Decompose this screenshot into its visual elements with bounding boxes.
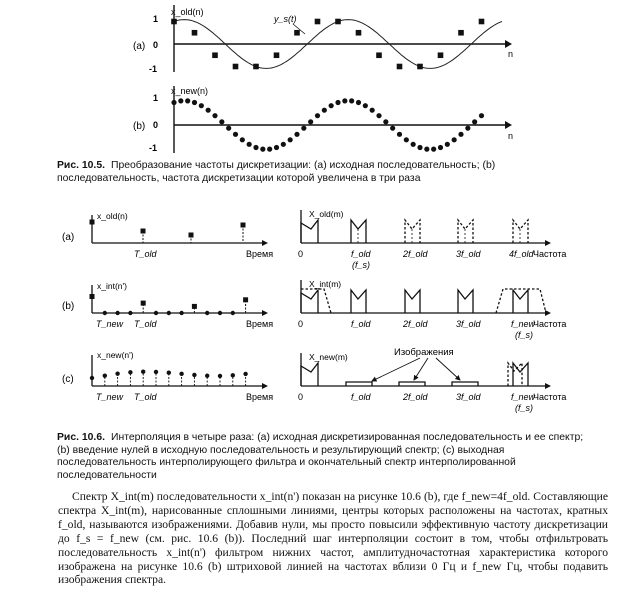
time-tick-t-new-b: T_new xyxy=(96,319,124,329)
panel-label-b: (b) xyxy=(133,121,146,132)
upsampled-marker xyxy=(397,132,402,137)
body-paragraph: Спектр X_int(m) последовательности x_int(n') показан на рисунке 10.6 (b), где f_new=4f_old. Составляющие спектра X_int(m), нарисованные сплошными линиями, центры которых расположены на частотах, кратных f_old, называются изображениями. Добавив нули, мы просто повысили эффективную частоту дискретизации до f_s = f_new (см. рис. 10.6 (b)). Последний шаг интерполяции состоит в том, чтобы отфильтровать последовательность x_int(n') фильтром нижних частот, амплитудночастотная характеристика которого изображена на рисунке 10.6 (b) штриховой линией на частотах вблизи 0 Гц и f_new Гц, чтобы подавить изображения спектра. xyxy=(58,490,608,587)
freq-tick-0-a: 0 xyxy=(298,249,304,259)
interpolated-sample xyxy=(167,370,171,374)
upsampled-marker xyxy=(438,145,443,150)
sample-marker xyxy=(192,304,197,309)
zero-sample xyxy=(205,311,209,315)
sample-marker xyxy=(397,64,403,70)
spectrum-c xyxy=(301,363,528,386)
figure-10-6 xyxy=(0,205,622,430)
upsampled-marker xyxy=(342,98,347,103)
time-axis-arrow-b xyxy=(262,310,268,316)
freq-tick-4fold-a: 4f_old xyxy=(509,249,534,259)
freq-fs-label-b: (f_s) xyxy=(515,330,533,340)
interpolated-sample xyxy=(205,374,209,378)
upsampled-marker xyxy=(240,137,245,142)
sample-marker xyxy=(376,52,382,58)
x-axis-label-b: n xyxy=(508,131,514,141)
sample-marker xyxy=(417,64,423,70)
upsampled-marker xyxy=(472,119,477,124)
sample-marker xyxy=(438,52,444,58)
upsampled-marker xyxy=(219,119,224,124)
sample-marker xyxy=(192,30,198,36)
interpolated-sample xyxy=(179,372,183,376)
images-label: Изображения xyxy=(394,347,454,358)
upsampled-marker xyxy=(247,142,252,147)
time-y-label-b: x_int(n') xyxy=(97,281,127,291)
interpolated-sample xyxy=(103,373,107,377)
spectrum-a xyxy=(301,220,528,243)
y-tick-0: 0 xyxy=(153,40,159,50)
interpolated-sample xyxy=(243,372,247,376)
freq-fs-label-c: (f_s) xyxy=(515,403,533,413)
freq-tick-fold-b: f_old xyxy=(351,319,371,329)
x-axis-label-a: n xyxy=(508,49,514,59)
interpolated-sample xyxy=(192,373,196,377)
caption-10-5-text: Преобразование частоты дискретизации: (a) исходная последовательность; (b) последовательность, частота дискретизации которой увеличена в три раза xyxy=(57,160,496,184)
upsampled-marker xyxy=(411,142,416,147)
freq-tick-3fold-c: 3f_old xyxy=(456,392,481,402)
freq-tick-fnew-b: f_new xyxy=(511,319,536,329)
upsampled-marker xyxy=(178,98,183,103)
body-text xyxy=(58,490,608,587)
freq-axis-label-c: Частота xyxy=(533,392,567,402)
upsampled-marker xyxy=(390,126,395,131)
upsampled-marker xyxy=(356,100,361,105)
upsampled-marker xyxy=(452,137,457,142)
y-tick-1: 1 xyxy=(153,14,159,24)
spectrum-b xyxy=(301,289,546,313)
interpolated-sample xyxy=(231,373,235,377)
freq-tick-0-b: 0 xyxy=(298,319,304,329)
zero-sample xyxy=(154,311,158,315)
freq-axis-arrow-a xyxy=(545,240,551,246)
y-tick-1-b: 1 xyxy=(153,93,159,103)
freq-y-label-a: X_old(m) xyxy=(309,209,344,219)
upsampled-marker xyxy=(349,98,354,103)
sample-marker xyxy=(243,297,248,302)
interpolated-sample xyxy=(154,370,158,374)
upsampled-marker xyxy=(424,147,429,152)
freq-tick-0-c: 0 xyxy=(298,392,304,402)
freq-tick-3fold-a: 3f_old xyxy=(456,249,481,259)
sample-marker xyxy=(141,301,146,306)
upsampled-marker xyxy=(281,142,286,147)
upsampled-marker xyxy=(192,100,197,105)
freq-y-label-b: X_int(m) xyxy=(309,279,342,289)
sample-marker xyxy=(253,64,259,70)
time-axis-arrow-a xyxy=(262,240,268,246)
caption-10-6-number: Рис. 10.6. xyxy=(57,432,105,443)
figure-10-5 xyxy=(0,0,622,160)
interpolated-sample xyxy=(90,376,94,380)
upsampled-marker xyxy=(465,126,470,131)
zero-sample xyxy=(167,311,171,315)
sample-marker xyxy=(90,294,95,299)
freq-tick-fold-c: f_old xyxy=(351,392,371,402)
freq-tick-3fold-b: 3f_old xyxy=(456,319,481,329)
time-tick-t-old-b: T_old xyxy=(134,319,157,329)
time-axis-label-a: Время xyxy=(246,249,274,259)
sample-marker xyxy=(233,64,239,70)
upsampled-marker xyxy=(206,108,211,113)
upsampled-marker xyxy=(171,100,176,105)
upsampled-marker xyxy=(315,113,320,118)
y-tick-minus1-b: -1 xyxy=(149,143,158,153)
upsampled-marker xyxy=(212,113,217,118)
upsampled-marker xyxy=(267,147,272,152)
freq-tick-fold-a: f_old xyxy=(351,249,371,259)
upsampled-marker xyxy=(294,132,299,137)
upsampled-marker xyxy=(445,142,450,147)
x-axis-arrow-b xyxy=(505,121,512,129)
y-label-x-new: x_new(n) xyxy=(171,86,209,96)
interpolated-sample xyxy=(141,370,145,374)
upsampled-marker xyxy=(329,103,334,108)
upsampled-marker xyxy=(185,98,190,103)
row-label-c: (c) xyxy=(62,374,74,385)
upsampled-marker xyxy=(288,137,293,142)
upsampled-marker xyxy=(417,145,422,150)
upsampled-marker xyxy=(335,100,340,105)
time-axis-label-b: Время xyxy=(246,319,274,329)
time-tick-t-new-c: T_new xyxy=(96,392,124,402)
interpolated-sample xyxy=(218,374,222,378)
upsampled-marker xyxy=(458,132,463,137)
y-label-x-old: x_old(n) xyxy=(171,7,204,17)
caption-10-5-number: Рис. 10.5. xyxy=(57,160,105,171)
freq-tick-2fold-b: 2f_old xyxy=(403,319,428,329)
freq-axis-arrow-c xyxy=(545,383,551,389)
time-samples-c xyxy=(90,370,248,386)
freq-axis-label-b: Частота xyxy=(533,319,567,329)
zero-sample xyxy=(218,311,222,315)
curve-label-ys: y_s(t) xyxy=(274,14,297,24)
zero-sample xyxy=(103,311,107,315)
caption-10-5 xyxy=(57,160,597,185)
interpolated-sample xyxy=(115,371,119,375)
upsampled-marker xyxy=(370,108,375,113)
freq-axis-label-a: Частота xyxy=(533,249,567,259)
caption-10-6 xyxy=(57,432,597,482)
row-label-b: (b) xyxy=(62,301,75,312)
upsampled-marker xyxy=(431,147,436,152)
sample-marker xyxy=(294,30,300,36)
sample-marker xyxy=(315,19,321,25)
upsampled-marker xyxy=(363,103,368,108)
freq-tick-2fold-c: 2f_old xyxy=(403,392,428,402)
time-tick-t-old-c: T_old xyxy=(134,392,157,402)
time-y-label-a: x_old(n) xyxy=(97,211,128,221)
time-tick-t-old-a: T_old xyxy=(134,249,157,259)
y-tick-0-b: 0 xyxy=(153,120,159,130)
upsampled-marker xyxy=(226,126,231,131)
time-axis-arrow-c xyxy=(262,383,268,389)
sample-marker xyxy=(356,30,362,36)
caption-10-6-text: Интерполяция в четыре раза: (a) исходная дискретизированная последовательность и ее спектр; (b) введение нулей в исходную последовательность и результирующий спектр; (c) выходная последовательность интерполирующего фильтра и окончательный спектр интерполированной последовательности xyxy=(57,432,584,481)
time-samples-b xyxy=(90,294,249,315)
freq-fs-label-a: (f_s) xyxy=(352,260,370,270)
freq-tick-fnew-c: f_new xyxy=(511,392,536,402)
time-samples-a xyxy=(90,220,246,244)
upsampled-marker xyxy=(376,113,381,118)
zero-sample xyxy=(115,311,119,315)
interpolated-sample xyxy=(128,370,132,374)
time-axis-label-c: Время xyxy=(246,392,274,402)
upsampled-marker xyxy=(260,147,265,152)
panel-label-a: (a) xyxy=(133,41,146,52)
freq-y-label-c: X_new(m) xyxy=(309,352,348,362)
upsampled-marker xyxy=(301,126,306,131)
upsampled-marker xyxy=(322,108,327,113)
time-y-label-c: x_new(n') xyxy=(97,350,134,360)
sample-marker xyxy=(479,19,485,25)
upsampled-marker xyxy=(308,119,313,124)
sample-marker xyxy=(335,19,341,25)
y-tick-minus1: -1 xyxy=(149,64,158,74)
sample-marker xyxy=(274,52,280,58)
row-label-a: (a) xyxy=(62,232,75,243)
freq-tick-2fold-a: 2f_old xyxy=(403,249,428,259)
zero-sample xyxy=(179,311,183,315)
upsampled-marker xyxy=(253,145,258,150)
sample-marker xyxy=(458,30,464,36)
sample-marker xyxy=(171,19,177,25)
upsampled-marker xyxy=(383,119,388,124)
zero-sample xyxy=(128,311,132,315)
x-axis-arrow-a xyxy=(505,40,512,48)
zero-sample xyxy=(231,311,235,315)
upsampled-marker xyxy=(404,137,409,142)
images-pointers xyxy=(372,358,460,381)
upsampled-marker xyxy=(233,132,238,137)
upsampled-marker xyxy=(199,103,204,108)
upsampled-marker xyxy=(274,145,279,150)
upsampled-marker xyxy=(479,113,484,118)
sample-marker xyxy=(212,52,218,58)
